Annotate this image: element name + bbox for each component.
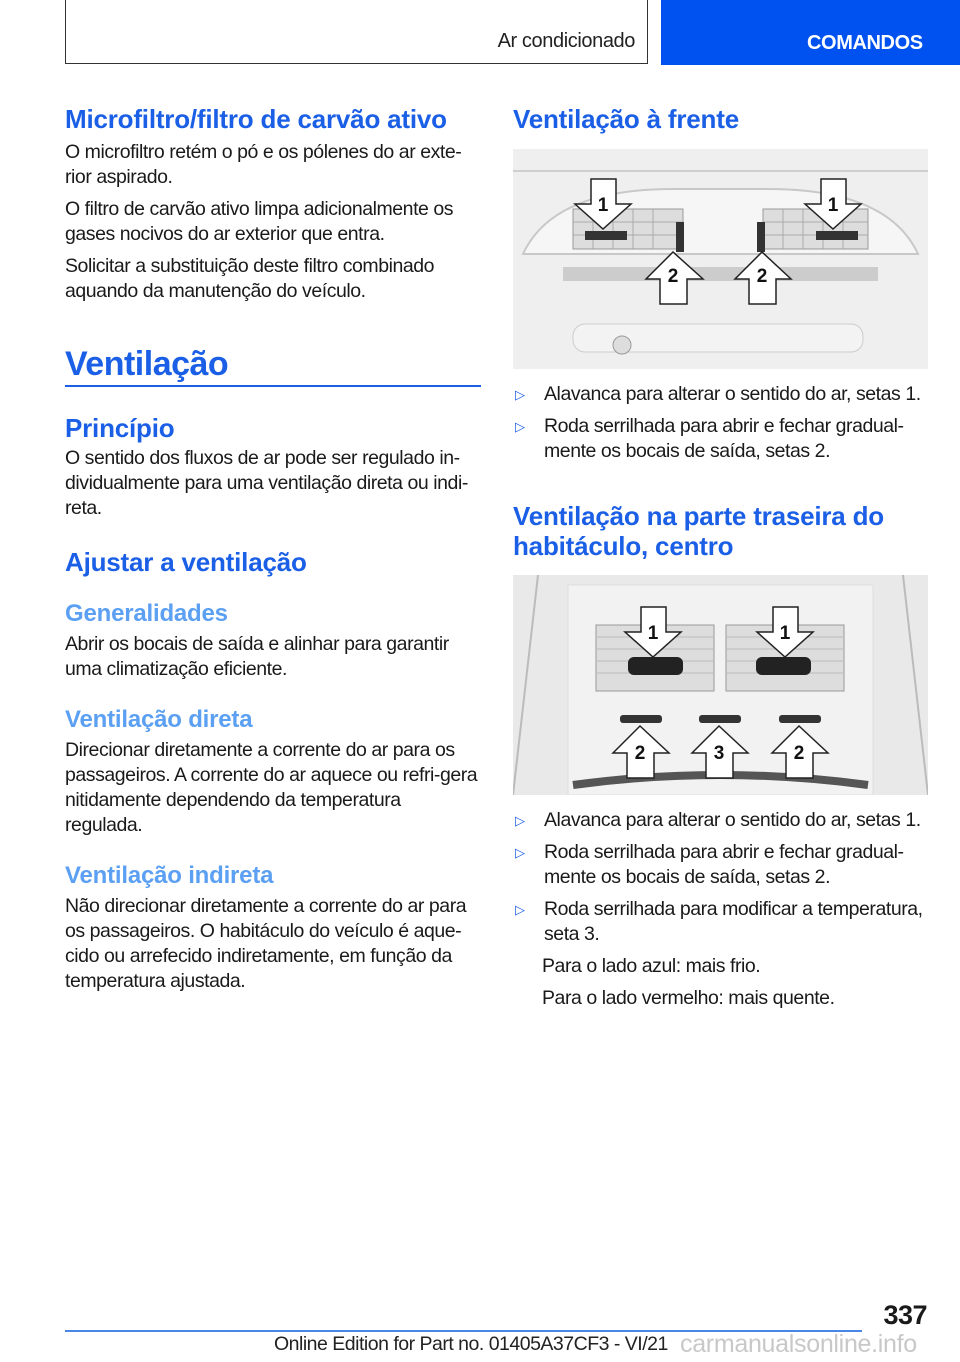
front-vents-image (513, 149, 928, 369)
bullet-item (513, 382, 928, 407)
note: Para o lado azul: mais frio. (542, 955, 761, 977)
bullet-item (513, 808, 928, 833)
arrow-label: 1 (597, 195, 609, 216)
chapter-tab-label: COMANDOS (807, 32, 923, 54)
paragraph: Não direcionar diretamente a corrente do ar para os passageiros. O habitáculo do veículo é aque-cido ou arrefecido indiretamente, em função da temperatura ajustada. (65, 895, 467, 992)
bullet-text: Alavanca para alterar o sentido do ar, setas 1. (544, 383, 921, 405)
microfilter-heading: Microfiltro/filtro de carvão ativo (65, 104, 447, 134)
rear-bullets (513, 808, 928, 1011)
paragraph: O microfiltro retém o pó e os pólenes do ar exte-rior aspirado. (65, 141, 462, 188)
page-number: 337 (883, 1300, 927, 1330)
paragraph: O filtro de carvão ativo limpa adicionalmente os gases nocivos do ar exterior que entra. (65, 198, 454, 245)
arrow-label: 1 (647, 623, 659, 644)
arrow-label: 2 (793, 743, 805, 764)
arrow-label: 1 (779, 623, 791, 644)
ventilation-heading: Ventilação (65, 345, 229, 383)
rear-vents-image (513, 575, 928, 795)
principle-heading: Princípio (65, 413, 175, 443)
triangle-bullet-icon: ▷ (515, 813, 525, 828)
paragraph: Solicitar a substituição deste filtro combinado aquando da manutenção do veículo. (65, 255, 435, 302)
arrow-label: 3 (713, 743, 725, 764)
indirect-heading: Ventilação indireta (65, 862, 274, 889)
heading-rule (65, 385, 481, 387)
arrow-label: 2 (756, 266, 768, 287)
triangle-bullet-icon: ▷ (515, 845, 525, 860)
rear-heading: Ventilação na parte traseira do habitáculo, centro (513, 501, 884, 561)
arrow-label: 1 (827, 195, 839, 216)
watermark: carmanualsonline.info (680, 1330, 917, 1358)
arrow-label: 2 (667, 266, 679, 287)
adjust-heading: Ajustar a ventilação (65, 547, 307, 577)
bullet-item (513, 414, 928, 464)
bullet-text: Roda serrilhada para modificar a temperatura, seta 3. (544, 898, 923, 945)
note: Para o lado vermelho: mais quente. (542, 987, 835, 1009)
front-bullets (513, 382, 928, 464)
arrow-label: 2 (634, 743, 646, 764)
triangle-bullet-icon: ▷ (515, 419, 525, 434)
triangle-bullet-icon: ▷ (515, 902, 525, 917)
triangle-bullet-icon: ▷ (515, 387, 525, 402)
header-box (65, 0, 648, 64)
general-heading: Generalidades (65, 600, 228, 627)
bullet-item (513, 840, 928, 890)
chapter-tab[interactable] (661, 0, 960, 65)
paragraph: Abrir os bocais de saída e alinhar para garantir uma climatização eficiente. (65, 633, 449, 680)
bullet-text: Alavanca para alterar o sentido do ar, setas 1. (544, 809, 921, 831)
section-title: Ar condicionado (497, 30, 635, 52)
bullet-item (513, 897, 928, 947)
bullet-text: Roda serrilhada para abrir e fechar gradual-mente os bocais de saída, setas 2. (544, 415, 904, 462)
edition-text: Online Edition for Part no. 01405A37CF3 - VI/21 (274, 1333, 668, 1355)
paragraph: O sentido dos fluxos de ar pode ser regulado in-dividualmente para uma ventilação direta ou indi-reta. (65, 447, 468, 519)
bullet-text: Roda serrilhada para abrir e fechar gradual-mente os bocais de saída, setas 2. (544, 841, 904, 888)
front-heading: Ventilação à frente (513, 104, 739, 134)
paragraph: Direcionar diretamente a corrente do ar para os passageiros. A corrente do ar aquece ou refri-gera nitidamente dependendo da temperatura regulada. (65, 739, 478, 836)
left-column (65, 104, 481, 994)
direct-heading: Ventilação direta (65, 706, 253, 733)
